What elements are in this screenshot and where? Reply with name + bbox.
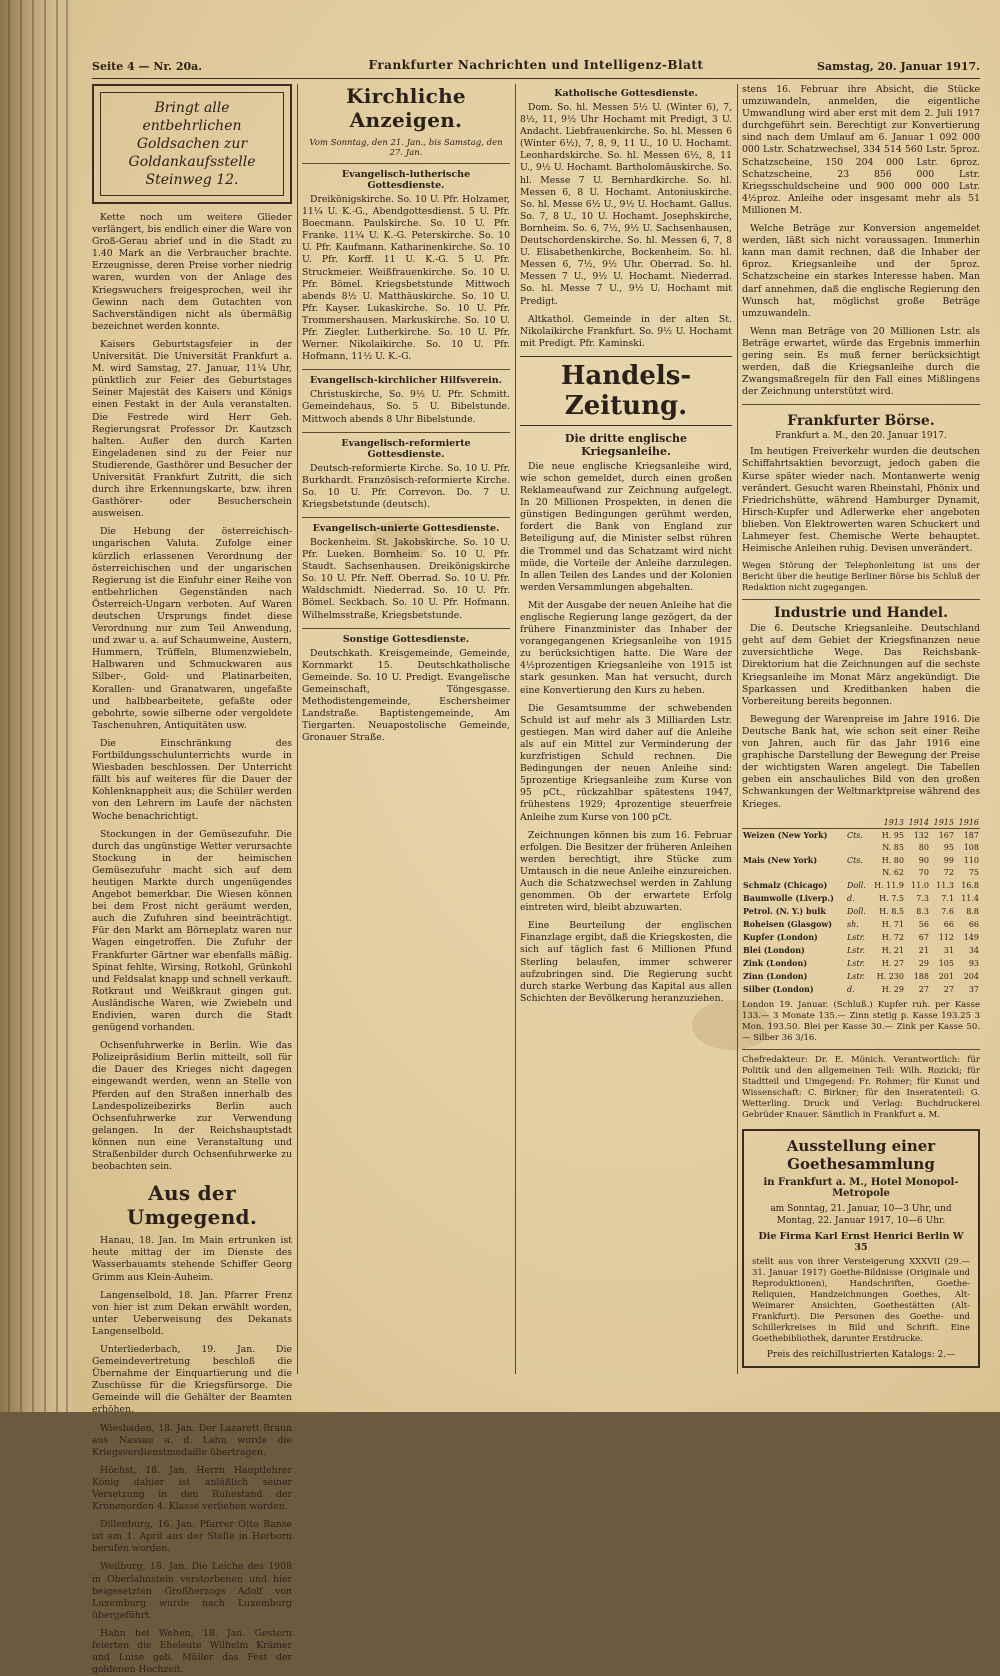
price-cell: 37	[968, 984, 979, 994]
section-title-umgegend: Aus der Umgegend.	[126, 1181, 258, 1230]
commodity-name: Zink (London)	[743, 958, 808, 969]
divider	[302, 432, 510, 433]
price-cell: H. 27	[881, 958, 904, 968]
article-headline: Die dritte englische Kriegsanleihe.	[564, 431, 688, 458]
column-handels	[520, 84, 732, 1374]
price-cell: 99	[943, 855, 954, 865]
commodity-name: Baumwolle (Liverp.)	[743, 893, 834, 904]
price-cell: 187	[963, 830, 979, 840]
price-cell: H. 29	[881, 984, 904, 994]
news-item: Höchst, 18. Jan. Herrn Hauptlehrer König dahier ist anläßlich seiner Versetzung in den Ruhestand der Kronenorden 4. Klasse verliehen worden.	[92, 1464, 292, 1513]
price-cell: 105	[938, 958, 954, 968]
article-paragraph: Eine Beurteilung der englischen Finanzlage ergibt, daß die Kriegskosten, die sich auf täglich fast 6 Millionen Pfund Sterling belaufen, immer schwerer aufzubringen sind. Die Regierung sucht durch starke Werbung das Kapital aus allen Schichten der Bevölkerung heranzuziehen.	[520, 920, 732, 1004]
exhibition-title: Ausstellung einer Goethesammlung	[786, 1136, 936, 1173]
commodity-unit: Cts.	[846, 830, 863, 840]
commodity-unit: d.	[846, 893, 855, 903]
table-row	[742, 828, 980, 842]
paragraph: Ochsenfuhrwerke in Berlin. Wie das Polizeipräsidium Berlin mitteilt, soll für die Dauer des Krieges nicht dagegen eingewandt werden, wenn an Stelle von Pferden auf den Straßen innerhalb des Landespolizeibezirks Berlin auch Ochsenfuhrwerke zur Verwendung gelangen. In der Reichshauptstadt können nun eine Veranstaltung und Straßenbilder durch Ochsenfuhrwerke zu beobachten sein.	[92, 1040, 292, 1173]
commodity-unit: d.	[846, 984, 855, 994]
table-row	[742, 842, 980, 854]
divider	[302, 517, 510, 518]
boerse-note: Wegen Störung der Telephonleitung ist uns der Bericht über die heutige Berliner Börse bis Schluß der Redaktion nicht zugegangen.	[742, 561, 980, 594]
exhibition-firm: Die Firma Karl Ernst Henrici Berlin W 35	[758, 1230, 964, 1253]
price-cell: H. 95	[881, 830, 904, 840]
divider	[742, 404, 980, 405]
column-boerse	[742, 84, 980, 1374]
price-table-header	[742, 817, 980, 829]
table-row	[742, 918, 980, 931]
article-paragraph: Zeichnungen können bis zum 16. Februar erfolgen. Die Besitzer der früheren Anleihen werden berechtigt, ihre Stücke zum Umtausch in die neue Anleihe einzureichen. Auch die Schatzwechsel werden in Zahlung genommen. Ob der erwartete Erfolg eintreten wird, bleibt abzuwarten.	[520, 829, 732, 914]
commodity-unit	[846, 842, 869, 854]
commodity-name: Kupfer (London)	[743, 932, 818, 943]
table-header-cell: 1915	[930, 817, 955, 829]
divider	[302, 163, 510, 164]
binding-edge	[32, 0, 34, 1412]
price-cell: 75	[968, 868, 979, 878]
binding-edge	[20, 0, 22, 1412]
church-section-text: Christuskirche, So. 9½ U. Pfr. Schmitt. Gemeindehaus, So. 5 U. Bibelstunde. Mittwoch abends 8 Uhr Bibelstunde.	[302, 389, 510, 425]
price-cell: 66	[943, 919, 954, 929]
news-item: Dillenburg, 16. Jan. Pfarrer Otto Banse ist am 1. April aus der Stelle in Herborn berufen worden.	[92, 1519, 292, 1555]
price-cell: 112	[938, 932, 954, 942]
page-number: Seite 4 — Nr. 20a.	[92, 60, 203, 73]
table-row	[742, 905, 980, 918]
price-cell: 188	[913, 971, 929, 981]
price-cell: 93	[968, 958, 979, 968]
divider	[302, 628, 510, 629]
page-header	[92, 58, 980, 79]
commodity-name: Schmalz (Chicago)	[743, 880, 828, 891]
price-cell: 108	[963, 843, 979, 853]
exhibition-description: stellt aus von ihrer Versteigerung XXXVII (29.—31. Januar 1917) Goethe-Bildnisse (Originale und Reproduktionen), Handschriften, Goethe-Reliquien, Handzeichnungen Goethes, Alt-Weimarer Ansichten, Goethestätten (Alt-Frankfurt). Die Personen des Goethe- und Schillerkreises in Bild und Schrift. Eine Goethebibliothek, darunter Erstdrucke.	[752, 1256, 970, 1344]
table-row	[742, 944, 980, 957]
binding-edge	[56, 0, 58, 1412]
table-header-cell	[742, 817, 846, 829]
book-binding	[0, 0, 72, 1412]
binding-edge	[44, 0, 46, 1412]
commodity-name	[742, 867, 846, 879]
binding-edge	[8, 0, 10, 1412]
price-cell: 70	[918, 868, 929, 878]
goethe-exhibition-ad	[742, 1129, 980, 1368]
church-section-head: Evangelisch-kirchlicher Hilfsverein.	[310, 375, 502, 387]
column-rule	[297, 84, 298, 1374]
price-cell: 11.0	[911, 880, 929, 890]
price-table-body	[742, 828, 980, 996]
section-subtitle: Vom Sonntag, den 21. Jan., bis Samstag, den 27. Jan.	[309, 138, 503, 158]
price-cell: 34	[968, 945, 979, 955]
issue-date: Samstag, 20. Januar 1917.	[817, 60, 980, 73]
industrie-item: Bewegung der Warenpreise im Jahre 1916. Die Deutsche Bank hat, wie schon seit einer Reihe von Jahren, auch für das Jahr 1916 eine graphische Darstellung der Bewegung der Preise der wichtigsten Waren angelegt. Die Tabellen geben ein anschauliches Bild von den großen Schwankungen der Weltmarktpreise während des Krieges.	[742, 713, 980, 810]
column-church-notices	[302, 84, 510, 1374]
price-cell: 27	[943, 984, 954, 994]
news-item: Hahn bei Wehen, 18. Jan. Gestern feierten die Eheleute Wilhelm Krämer und Luise geb. Müller das Fest der goldenen Hochzeit.	[92, 1627, 292, 1676]
divider	[742, 1049, 980, 1050]
price-cell: H. 7.5	[879, 893, 904, 903]
article-paragraph: Mit der Ausgabe der neuen Anleihe hat die englische Regierung lange gezögert, da der frühere Finanzminister das Inhaber der vorangegangenen Kriegsanleihe von 1915 zu berücksichtigen hatte. Die Ware der 4½prozentigen Kriegsanleihe von 1915 ist stark gesunken. Man hat versucht, durch eine Konvertierung den Kurs zu heben.	[520, 599, 732, 696]
commodity-name: Roheisen (Glasgow)	[743, 919, 833, 930]
church-section-text: Dreikönigskirche. So. 10 U. Pfr. Holzamer, 11¼ U. K.-G., Abendgottesdienst. 5 U. Pfr. Boecmann. Paulskirche. So. 10 U. Pfr. Franke. 11¼ U. K.-G. Peterskirche. So. 10 U. Pfr. Kaufmann. Katharinenkirche. So. 10 U. Pfr. Korff. 11 U. K.-G. 5 U. Pfr. Struckmeier. Weißfrauenkirche. So. 10 U. Pfr. Bömel. Kriegsbetstunde Mittwoch abends 8½ U. Matthäuskirche. So. 10 U. Pfr. Kayser. Lukaskirche. So. 10 U. Pfr. Trommershausen. Markuskirche. So. 10 U. Pfr. Ziegler. Lutherkirche. So. 10 U. Pfr. Werner. Nikolaikirche. So. 10 U. Pfr. Hofmann, 11½ U. K.-G.	[302, 194, 510, 363]
commodity-name: Mais (New York)	[743, 855, 818, 866]
boerse-date: Frankfurt a. M., den 20. Januar 1917.	[775, 431, 947, 442]
price-cell: 56	[918, 919, 929, 929]
price-cell: 67	[918, 932, 929, 942]
divider	[302, 369, 510, 370]
table-row	[742, 854, 980, 867]
commodity-unit: sh.	[846, 919, 859, 929]
table-header-cell: 1916	[955, 817, 980, 829]
commodity-name	[742, 842, 846, 854]
commodity-unit: Lstr.	[846, 932, 866, 942]
church-section-head: Evangelisch-reformierte Gottesdienste.	[341, 437, 471, 460]
price-cell: H. 230	[876, 971, 904, 981]
news-item: Hanau, 18. Jan. Im Main ertrunken ist heute mittag der im Dienste des Wasserbauamts stehende Schiffer Georg Grimm aus Klein-Auheim.	[92, 1235, 292, 1283]
article-paragraph: Wenn man Beträge von 20 Millionen Lstr. als Beträge erwartet, würde das Ergebnis immerhin gering sein. Es muß ferner berücksichtigt werden, daß die Kriegsanleihe durch die Zwangsmaßregeln für den Fall eines Mißlingens der Zeichnung unterstützt wird.	[742, 325, 980, 398]
gold-ad	[92, 84, 292, 204]
exhibition-catalog-price: Preis des reichillustrierten Katalogs: 2.—	[766, 1349, 956, 1360]
price-cell: 11.4	[961, 893, 979, 903]
commodity-name: Zinn (London)	[743, 971, 808, 982]
paragraph: Kette noch um weitere Glieder verlängert, bis endlich einer die Ware von Groß-Gerau abrief und in die Stadt zu 1.40 Mark an die Verbraucher brachte. Erzeugnisse, deren Preise vorher niedrig waren, wurden von der Anlage des Kriegswuchers freigesprochen, weil ihr Gewinn nach dem Gutachten von Sachverständigen nicht als übermäßig bezeichnet werden konnte.	[92, 212, 292, 332]
commodity-unit: Lstr.	[846, 958, 866, 968]
paragraph: Stockungen in der Gemüsezufuhr. Die durch das ungünstige Wetter verursachte Stockung in der heimischen Gemüsezufuhr macht sich auf dem heutigen Markte durch ungenügendes Angebot bemerkbar. Die Wiesen können bei dem Frost nicht geräumt werden, auch die Zufuhren sind beeinträchtigt. Für den Markt am Börneplatz waren nur Wagen eingetroffen. Die Zufuhr der Frankfurter Gärtner war ebenfalls mäßig. Spinat fehlte, Wirsing, Rotkohl, Grünkohl und Feldsalat knapp und schnell verkauft. Rotkraut und Weißkraut gingen gut. Ausländische Waren, wie Zwiebeln und Endivien, waren durch die Stadt genügend vorhanden.	[92, 828, 292, 1034]
catholic-section-head: Katholische Gottesdienste.	[554, 88, 698, 99]
price-cell: 7.3	[916, 893, 929, 903]
price-cell: 16.8	[961, 880, 979, 890]
price-cell: 29	[918, 958, 929, 968]
price-cell: 72	[943, 868, 954, 878]
industrie-title: Industrie und Handel.	[774, 605, 948, 622]
table-row	[742, 879, 980, 892]
church-section-head: Evangelisch-lutherische Gottesdienste.	[341, 169, 471, 191]
price-cell: N. 85	[882, 843, 904, 853]
price-cell: H. 8.5	[879, 906, 904, 916]
impressum: Chefredakteur: Dr. E. Mönich. Verantwortlich: für Politik und den allgemeinen Teil: Wilh. Rozicki; für Stadtteil und Umgegend: Fr. Rohmer; für Kunst und Wissenschaft: C. Birkner; für den Inseratenteil: G. Wetterling. Druck und Verlag: Buchdruckerei Gebrüder Knauer. Sämtlich in Frankfurt a. M.	[742, 1054, 980, 1120]
table-row	[742, 957, 980, 970]
boerse-title: Frankfurter Börse.	[787, 413, 935, 430]
table-row	[742, 892, 980, 905]
price-cell: H. 72	[881, 932, 904, 942]
exhibition-dates: am Sonntag, 21. Januar, 10—3 Uhr, und Montag, 22. Januar 1917, 10—6 Uhr.	[770, 1203, 952, 1226]
church-section-head: Sonstige Gottesdienste.	[342, 633, 470, 645]
article-paragraph: Die Gesamtsumme der schwebenden Schuld ist auf mehr als 3 Milliarden Lstr. gestiegen. Man wird daher auf die Anleihe als auf ein Mittel zur Verminderung der kurzfristigen Schuld rechnen. Die Bedingungen der neuen Anleihe sind: 5prozentige Kriegsanleihe zum Kurse von 95 pCt., rückzahlbar spätestens 1947, frühestens 1929; 4prozentige steuerfreie Anleihe zum Kurse von 100 pCt.	[520, 702, 732, 823]
commodity-name: Blei (London)	[743, 945, 805, 956]
price-cell: 27	[918, 984, 929, 994]
section-title-kirchliche: Kirchliche Anzeigen.	[346, 84, 466, 132]
news-item: Wiesbaden, 18. Jan. Der Lazarett Braun aus Nassau a. d. Lahn wurde die Kriegsverdienstmedaille übertragen.	[92, 1422, 292, 1458]
price-cell: 110	[963, 855, 979, 865]
news-item: Langenselbold, 18. Jan. Pfarrer Frenz von hier ist zum Dekan erwählt worden, unter Ueberweisung des Dekanats Langenselbold.	[92, 1289, 292, 1337]
price-cell: 66	[968, 919, 979, 929]
table-header-cell: 1914	[905, 817, 930, 829]
commodity-unit	[846, 867, 869, 879]
london-note: London 19. Januar. (Schluß.) Kupfer ruh. per Kasse 133.— 3 Monate 135.— Zinn stetig p. Kasse 193.25 3 Mon. 193.50. Blei per Kasse 30.— Zink per Kasse 50.— Silber 36 3/16.	[742, 999, 980, 1043]
column-rule	[515, 84, 516, 1374]
industrie-item: Die 6. Deutsche Kriegsanleihe. Deutschland geht auf dem Gebiet der Kriegsfinanzen neue zuversichtliche Wege. Das Reichsbank-Direktorium hat die Zeichnungen auf die sechste Kriegsanleihe im Monat März angekündigt. Die Sparkassen und Kreditbanken haben die Vorbereitung bereits begonnen.	[742, 623, 980, 707]
masthead: Frankfurter Nachrichten und Intelligenz-Blatt	[368, 58, 704, 72]
handels-zeitung-title: Handels-Zeitung.	[520, 356, 732, 426]
price-cell: 132	[913, 830, 929, 840]
price-cell: 8.3	[916, 906, 929, 916]
price-cell: 7.6	[941, 906, 954, 916]
price-cell: H. 71	[881, 919, 904, 929]
price-cell: 201	[938, 971, 954, 981]
table-header-cell: 1913	[869, 817, 905, 829]
commodity-unit: Doll.	[846, 906, 866, 916]
church-section-text: Deutschkath. Kreisgemeinde, Gemeinde, Kornmarkt 15. Deutschkatholische Gemeinde. So. 10 U. Predigt. Evangelische Gemeinschaft, Töngesgasse. Methodistengemeinde, Eschersheimer Landstraße. Baptistengemeinde, Am Tiergarten. Neuapostolische Gemeinde, Gronauer Straße.	[302, 647, 510, 744]
commodity-name: Weizen (New York)	[743, 830, 828, 841]
price-cell: 95	[943, 843, 954, 853]
price-cell: 80	[918, 843, 929, 853]
table-row	[742, 983, 980, 996]
catholic-section-text: Dom. So. hl. Messen 5½ U. (Winter 6), 7, 8½, 11, 9½ Uhr Hochamt mit Predigt, 3 U. Andacht. Liebfrauenkirche. So. hl. Messen 6 (Winter 6½), 7, 8, 9, 11 U., 10 U. Hochamt. Leonhardskirche. So. hl. Messen 6½, 8, 11 U., 9½ U. Hochamt. Bartholomäuskirche. So. hl. Messe 7 U. Bernhardkirche. So. hl. Messen 6, 8 U. Hochamt. Antoniuskirche. So. hl. Messe 6½ U., 9½ U. Hochamt. Gallus. So. 7, 8 U., 10 U. Hochamt. Josephskirche, Bornheim. So. 6, 7½, 9½ U. Sachsenhausen, Deutschordenskirche. So. hl. Messen 6, 7, 8 U. Elisabethenkirche, Bockenheim. So. hl. Messen 6, 7½, 9½ Uhr. Oberrad. So. hl. Messen 7 U., 9½ U. Hochamt. Niederrad. So. hl. Messe 7 U., 9½ U. Hochamt mit Predigt.	[520, 102, 732, 307]
table-row	[742, 931, 980, 944]
commodity-unit: Cts.	[846, 855, 863, 865]
exhibition-place: in Frankfurt a. M., Hotel Monopol-Metropole	[763, 1176, 959, 1199]
article-continuation: stens 16. Februar ihre Absicht, die Stücke umzuwandeln, anmelden, die eigentliche Umwandlung wird aber erst mit dem 2. Juli 1917 durchgeführt sein. Berechtigt zur Konvertierung sind nach dem Umlauf am 6. Januar 1 092 000 000 Lstr. Schatzwechsel, 334 514 560 Lstr. 5proz. Schatzscheine, 150 204 000 Lstr. 6proz. Schatzscheine, 23 856 000 Lstr. Kriegsschuldscheine und 900 000 000 Lstr. 4½proz. Anleihe oder insgesamt mehr als 51 Millionen M.	[742, 84, 980, 216]
price-cell: 11.3	[936, 880, 954, 890]
commodity-unit: Doll.	[846, 880, 866, 890]
table-header-cell	[846, 817, 869, 829]
divider	[742, 599, 980, 600]
news-item: Weilburg, 18. Jan. Die Leiche des 1908 in Oberlahnstein verstorbenen und hier beigesetzten Großherzogs Adolf von Luxemburg wurde nach Luxemburg übergeführt.	[92, 1561, 292, 1621]
price-cell: 90	[918, 855, 929, 865]
altkatholisch-text: Altkathol. Gemeinde in der alten St. Nikolaikirche Frankfurt. So. 9½ U. Hochamt mit Predigt. Pfr. Kaminski.	[520, 313, 732, 349]
price-table	[742, 817, 980, 996]
price-cell: 31	[943, 945, 954, 955]
price-cell: H. 21	[881, 945, 904, 955]
price-cell: N. 62	[882, 868, 904, 878]
article-paragraph: Die neue englische Kriegsanleihe wird, wie schon gemeldet, durch einen großen Reklameaufwand zur Zeichnung aufgelegt. In 20 Millionen Prospekten, in denen die günstigen Bedingungen gerühmt werden, fordert die Bank von England zur Beteiligung auf, die Minister selbst rühren die Trommel und das Schatzamt wird nicht müde, die Vorteile der Anleihe darzulegen. In allen Teilen des Landes und der Kolonien werden Versammlungen abgehalten.	[520, 460, 732, 593]
paragraph: Die Einschränkung des Fortbildungsschulunterrichts wurde in Wiesbaden beschlossen. Der Unterricht fällt bis auf weiteres für die Dauer der Kohlenknappheit aus; die Schüler werden von den Lehrern im Laufe der nächsten Woche benachrichtigt.	[92, 737, 292, 822]
price-cell: 149	[963, 932, 979, 942]
church-section-head: Evangelisch-unierte Gottesdienste.	[312, 522, 500, 534]
church-section-text: Deutsch-reformierte Kirche. So. 10 U. Pfr. Burkhardt. Französisch-reformierte Kirche. So. 10 U. Pfr. Correvon. Do. 7 U. Kriegsbetstunde (deutsch).	[302, 462, 510, 510]
church-section-text: Bockenheim. St. Jakobskirche. So. 10 U. Pfr. Lueken. Bornheim. So. 10 U. Pfr. Staudt. Sachsenhausen. Dreikönigskirche So. 10 U. Pfr. Neff. Oberrad. So. 10 U. Pfr. Waldschmidt. Niederrad. So. 10 U. Pfr. Bömel. Seckbach. So. 10 U. Pfr. Hofmann. Wilhelmsstraße, Kriegsbetstunde.	[302, 536, 510, 621]
price-cell: H. 80	[881, 855, 904, 865]
price-cell: H. 11.9	[874, 880, 904, 890]
price-cell: 21	[918, 945, 929, 955]
price-cell: 8.8	[966, 906, 979, 916]
paragraph: Die Hebung der österreichisch-ungarischen Valuta. Zufolge einer kürzlich erlassenen Verordnung der österreichischen und der ungarischen Regierung ist die Einfuhr einer Reihe von entbehrlichen Gegenständen nach Österreich-Ungarn verboten. Auf Waren deutschen Ursprungs findet diese Verordnung nur zum Teil Anwendung, und zwar u. a. auf Schaumweine, Austern, Hummern, Trüffeln, Blumenzwiebeln, Halbwaren und Schmuckwaren aus Silber-, Gold- und Platinarbeiten, Korallen- und Granatwaren, ungefaßte und halbbearbeitete, gefaßte oder gebohrte, sowie silberne oder vergoldete Taschenuhren, Antiquitäten usw.	[92, 526, 292, 731]
binding-edge	[66, 0, 68, 1412]
paragraph: Kaisers Geburtstagsfeier in der Universität. Die Universität Frankfurt a. M. wird Samstag, 27. Januar, 11¼ Uhr, pünktlich zur Feier des Geburtstages Seiner Majestät des Kaisers und Königs einen Festakt in der Aula veranstalten. Die Festrede wird Herr Geh. Regierungsrat Professor Dr. Kautzsch halten. Außer den durch Karten Eingeladenen sind zu der Feier nur Studierende, Gasthörer und Besucher der Universität Frankfurt Zutritt, die sich durch ihre Erkennungskarte, bzw. ihren Gasthörer- oder Besucherschein ausweisen.	[92, 338, 292, 520]
newspaper-page	[72, 0, 1000, 1676]
boerse-report: Im heutigen Freiverkehr wurden die deutschen Schiffahrtsaktien bevorzugt, jedoch gaben die Kurse später wieder nach. Montanwerte wenig verändert. Gesucht waren Rheinstahl, Phönix und Friedrichshütte, während Hamburger Dynamit, Hirsch-Kupfer und Adlerwerke eher angeboten blieben. Von Elektrowerten waren Schuckert und Lahmeyer fest. Chemische Werte behauptet. Heimische Anleihen ruhig. Devisen unverändert.	[742, 446, 980, 555]
commodity-name: Petrol. (N. Y.) bulk	[743, 906, 826, 917]
commodity-name: Silber (London)	[743, 984, 814, 995]
column-local-news	[92, 84, 292, 1676]
price-cell: 7.1	[941, 893, 954, 903]
news-item: Unterliederbach, 19. Jan. Die Gemeindevertretung beschloß die Übernahme der Einquartierung und die Zuschüsse für die Kriegsfürsorge. Die Gemeinde will die Gehälter der Beamten erhöhen.	[92, 1343, 292, 1416]
table-row	[742, 970, 980, 983]
price-cell: 167	[938, 830, 954, 840]
article-paragraph: Welche Beträge zur Konversion angemeldet werden, läßt sich nicht voraussagen. Immerhin kann man damit rechnen, daß die Inhaber der 6proz. Kriegsanleihe und der 5proz. Schatzscheine ein starkes Interesse haben. Man darf annehmen, daß die englische Regierung den Wunsch hat, möglichst große Beträge umzuwandeln.	[742, 223, 980, 319]
table-row	[742, 867, 980, 879]
commodity-unit: Lstr.	[846, 971, 866, 981]
commodity-unit: Lstr.	[846, 945, 866, 955]
column-rule	[737, 84, 738, 1374]
gold-ad-text: Bringt alle entbehrlichen Goldsachen zur Goldankaufsstelle Steinweg 12.	[100, 92, 284, 196]
price-cell: 204	[963, 971, 979, 981]
